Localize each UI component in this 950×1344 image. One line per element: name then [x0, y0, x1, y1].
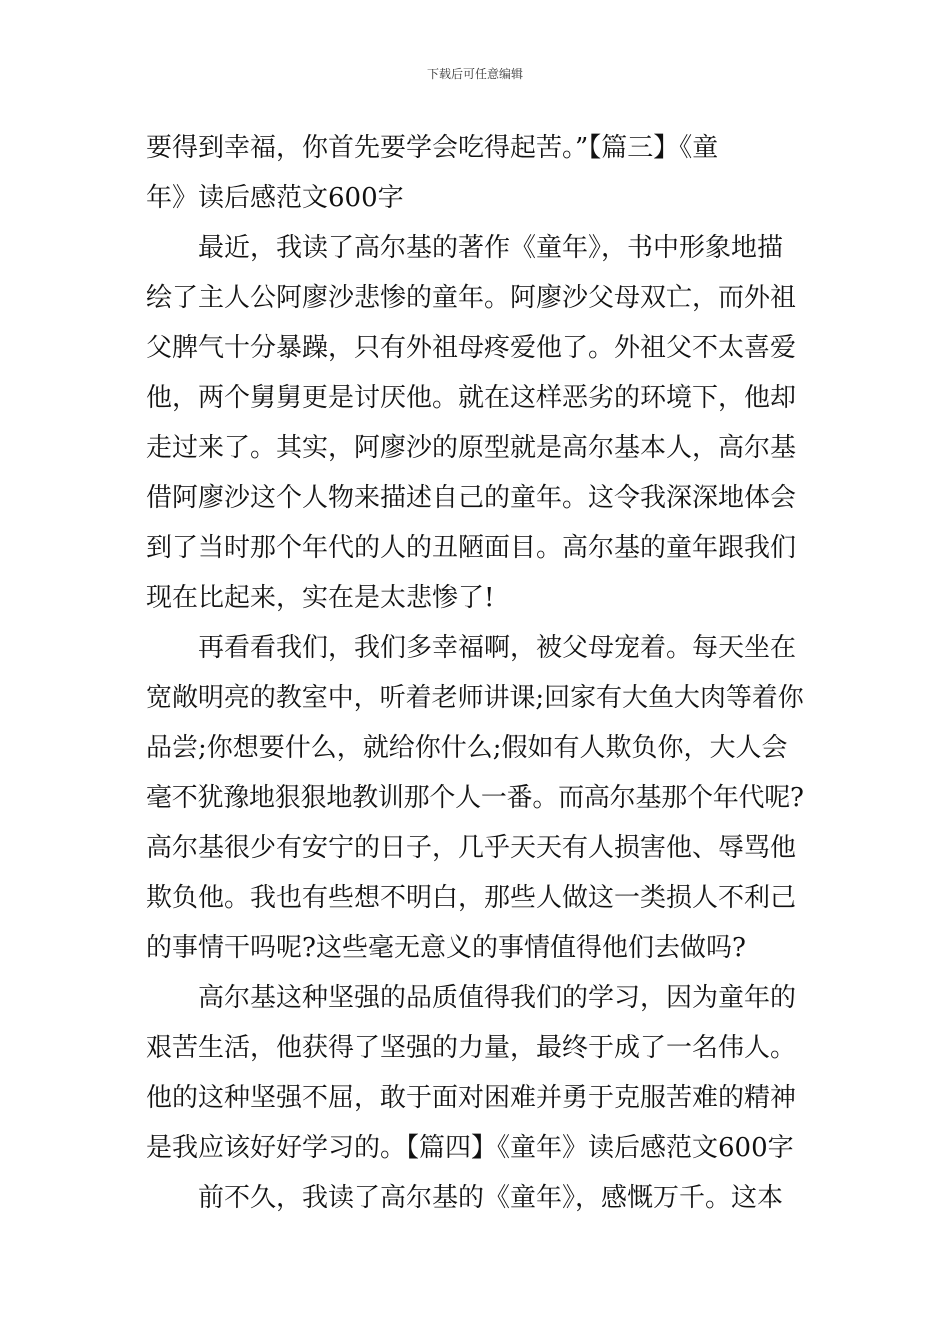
- text-line: 到了当时那个年代的人的丑陋面目。高尔基的童年跟我们: [146, 533, 797, 563]
- text-line: 绘了主人公阿廖沙悲惨的童年。阿廖沙父母双亡，而外祖: [146, 283, 797, 313]
- text-line: 品尝;你想要什么，就给你什么;假如有人欺负你，大人会: [146, 733, 788, 763]
- text-line: 再看看我们，我们多幸福啊，被父母宠着。每天坐在: [198, 633, 797, 663]
- text-line: 他，两个舅舅更是讨厌他。就在这样恶劣的环境下，他却: [146, 383, 797, 413]
- text-line: 他的这种坚强不屈，敢于面对困难并勇于克服苦难的精神: [146, 1083, 797, 1113]
- text-line: 现在比起来，实在是太悲惨了!: [146, 583, 495, 613]
- text-line: 高尔基很少有安宁的日子，几乎天天有人损害他、辱骂他: [146, 833, 797, 863]
- text-line: 借阿廖沙这个人物来描述自己的童年。这令我深深地体会: [146, 483, 797, 513]
- text-line: 要得到幸福，你首先要学会吃得起苦。”【篇三】《童: [146, 133, 719, 163]
- text-line: 年》读后感范文600字: [146, 183, 404, 213]
- text-line: 最近，我读了高尔基的著作《童年》，书中形象地描: [198, 233, 784, 263]
- text-line: 宽敞明亮的教室中，听着老师讲课;回家有大鱼大肉等着你: [146, 683, 804, 713]
- text-line: 前不久，我读了高尔基的《童年》，感慨万千。这本: [198, 1183, 784, 1213]
- text-line: 毫不犹豫地狠狠地教训那个人一番。而高尔基那个年代呢?: [146, 783, 804, 813]
- text-line: 走过来了。其实，阿廖沙的原型就是高尔基本人，高尔基: [146, 433, 797, 463]
- page-header: 下载后可任意编辑: [426, 67, 523, 81]
- text-line: 的事情干吗呢?这些毫无意义的事情值得他们去做吗?: [146, 933, 746, 963]
- text-line: 父脾气十分暴躁，只有外祖母疼爱他了。外祖父不太喜爱: [146, 333, 797, 363]
- text-line: 欺负他。我也有些想不明白，那些人做这一类损人不利己: [146, 883, 797, 913]
- text-line: 艰苦生活，他获得了坚强的力量，最终于成了一名伟人。: [146, 1033, 797, 1063]
- text-line: 是我应该好好学习的。【篇四】《童年》读后感范文600字: [146, 1133, 794, 1163]
- text-line: 高尔基这种坚强的品质值得我们的学习，因为童年的: [198, 983, 797, 1013]
